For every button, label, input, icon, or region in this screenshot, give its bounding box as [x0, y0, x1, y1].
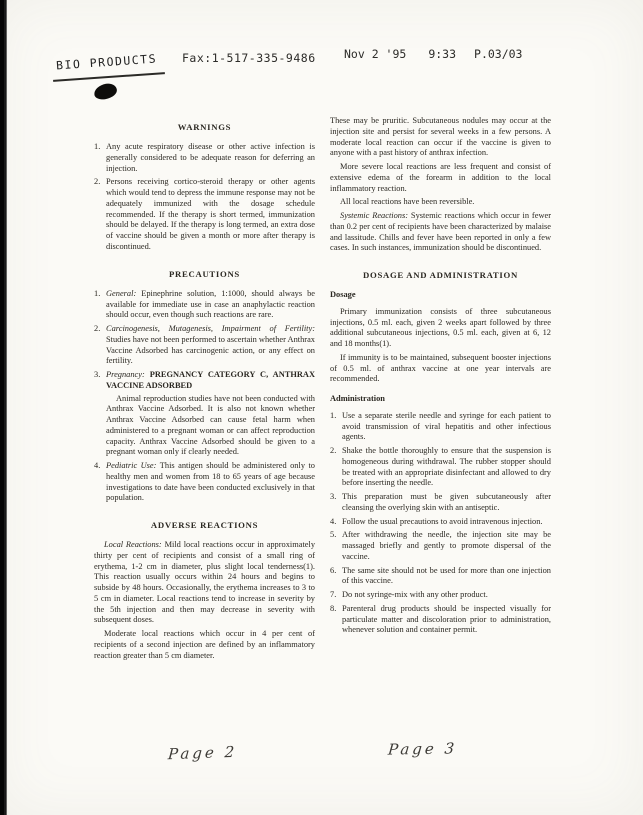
precaution-detail: Animal reproduction studies have not been conducted with Anthrax Vaccine Adsorbed. It is also not known whether Anthrax Vaccine Adsorbed can cause fetal harm when administered to a pregnant woman or can affect reproduction capacity. Anthrax Vaccine Adsorbed should be given to a pregnant woman only if clearly needed. — [106, 393, 315, 457]
dosage-subheading: Dosage — [330, 290, 356, 300]
precaution-text: Epinephrine solution, 1:1000, should always be available for immediate use in case an anaphylactic reaction should occur, even though such reactions are rare. — [106, 288, 315, 320]
continuation-paragraph: These may be pruritic. Subcutaneous nodules may occur at the injection site and persist for several weeks in a few persons. A moderate local reaction can occur if the vaccine is given to anyone with a past history of anthrax infection. — [330, 116, 551, 158]
warnings-item-text: Any acute respiratory disease or other active infection is generally considered to be adequate reason for deferring an injection. — [106, 142, 315, 173]
administration-item — [330, 566, 551, 588]
precaution-lead: General: — [106, 288, 137, 298]
precautions-heading: PRECAUTIONS — [169, 268, 240, 279]
systemic-reactions-paragraph — [330, 211, 551, 254]
sender-stamp-underline — [53, 72, 165, 82]
warnings-item — [94, 142, 315, 174]
precautions-list — [94, 289, 315, 504]
administration-item-text: Do not syringe-mix with any other product. — [342, 590, 488, 600]
administration-item-text: This preparation must be given subcutaneously after cleansing the overlying skin with an antiseptic. — [342, 492, 551, 512]
warnings-item — [94, 177, 315, 252]
administration-item-text: Shake the bottle thoroughly to ensure that the suspension is homogeneous during withdrawal. The rubber stopper should be treated with an appropriate disinfectant and allowed to dry before inserting the needle. — [342, 446, 551, 488]
left-column — [94, 122, 315, 664]
precaution-lead: Carcinogenesis, Mutagenesis, Impairment of Fertility: — [106, 324, 315, 333]
administration-item — [330, 604, 551, 636]
fax-time: 9:33 — [428, 47, 457, 61]
warnings-list — [94, 142, 315, 253]
continuation-paragraph: All local reactions have been reversible. — [340, 197, 475, 207]
ink-smudge-artifact — [93, 82, 118, 101]
precautions-item — [94, 370, 315, 458]
fax-page-counter: P.03/03 — [474, 47, 523, 61]
administration-subheading: Administration — [330, 394, 385, 404]
systemic-reactions-lead: Systemic Reactions: — [340, 211, 409, 220]
administration-item — [330, 530, 551, 562]
adverse-reactions-moderate-paragraph: Moderate local reactions which occur in 4 per cent of recipients of a second injection are defined by an inflammatory reaction greater than 5 cm diameter. — [94, 629, 315, 660]
right-column — [330, 116, 551, 639]
fax-number-stamp: Fax:1-517-335-9486 — [182, 51, 316, 65]
warnings-item-text: Persons receiving cortico-steroid therapy or other agents which would tend to depress the immune response may not be adequately immunized with the dosage schedule recommended. If the therapy is short termed, immunization should be delayed. If the therapy is long termed, an extra dose of vaccine should be given a month or more after therapy is discontinued. — [106, 177, 315, 251]
systemic-reactions-text: Systemic reactions which occur in fewer than 0.2 per cent of recipients have been characterized by malaise and lassitude. Chills and fever have been reported in only a few cases. In such instances, immunization should be discontinued. — [330, 211, 551, 253]
precaution-lead: Pregnancy: — [106, 370, 145, 379]
dosage-administration-heading: DOSAGE AND ADMINISTRATION — [363, 270, 518, 280]
handwritten-page-number-left: Page 2 — [167, 742, 238, 764]
precautions-item — [94, 461, 315, 504]
administration-item — [330, 446, 551, 489]
administration-item — [330, 411, 551, 443]
precautions-item — [94, 289, 315, 321]
precaution-text: Studies have not been performed to ascertain whether Anthrax Vaccine Adsorbed has carcinogenic action, or any effect on fertility. — [106, 334, 315, 366]
adverse-reactions-local-paragraph — [94, 540, 315, 626]
handwritten-page-number-right: Page 3 — [387, 739, 458, 759]
administration-item — [330, 492, 551, 514]
precaution-lead: Pediatric Use: — [106, 461, 157, 470]
administration-item — [330, 517, 551, 528]
dosage-paragraph: If immunity is to be maintained, subsequent booster injections of 0.5 ml. of anthrax vaccine at one year intervals are recommended. — [330, 352, 551, 384]
administration-list — [330, 411, 551, 636]
warnings-heading: WARNINGS — [177, 122, 232, 132]
administration-item-text: Follow the usual precautions to avoid intravenous injection. — [342, 516, 543, 526]
scan-edge-artifact — [0, 0, 7, 815]
administration-item-text: Use a separate sterile needle and syringe for each patient to avoid transmission of viral hepatitis and other infectious agents. — [342, 410, 551, 442]
administration-item-text: After withdrawing the needle, the injection site may be massaged briefly and gently to promote dispersal of the vaccine. — [342, 530, 551, 561]
fax-datetime-stamp — [344, 47, 522, 61]
dosage-paragraph: Primary immunization consists of three subcutaneous injections, 0.5 ml. each, given 2 weeks apart followed by three additional subcutaneous injections, 0.5 ml. each, given at 6, 12 and 18 months(1). — [330, 306, 551, 349]
precaution-text: PREGNANCY CATEGORY C, ANTHRAX VACCINE ADSORBED — [106, 370, 315, 390]
administration-item — [330, 590, 551, 601]
administration-item-text: Parenteral drug products should be inspected visually for particulate matter and discoloration prior to administration, whenever solution and container permit. — [342, 603, 551, 635]
administration-item-text: The same site should not be used for more than one injection of this vaccine. — [342, 565, 551, 586]
fax-date: Nov 2 '95 — [344, 47, 407, 61]
adverse-reactions-heading: ADVERSE REACTIONS — [150, 520, 259, 530]
continuation-paragraph: More severe local reactions are less frequent and consist of extensive edema of the forearm in addition to the local inflammatory reaction. — [330, 162, 551, 193]
precaution-text: This antigen should be administered only to healthy men and women from 18 to 65 years of age because investigations to date have been conducted exclusively in that population. — [106, 461, 315, 503]
fax-sender-stamp: BIO PRODUCTS — [55, 51, 158, 73]
local-reactions-lead: Local Reactions: — [104, 540, 162, 550]
local-reactions-text: Mild local reactions occur in approximately thirty per cent of recipients and consist of a small ring of erythema, 1-2 cm in diameter, plus slight local tenderness(1). This reaction usually occurs within 24 hours and begins to subside by 48 hours. Occasionally, the erythema increases to 3 to 5 cm in diameter. Local reactions tend to increase in severity by the 5th injection and then may decrease in severity with subsequent doses. — [94, 540, 316, 625]
precautions-item — [94, 324, 315, 367]
